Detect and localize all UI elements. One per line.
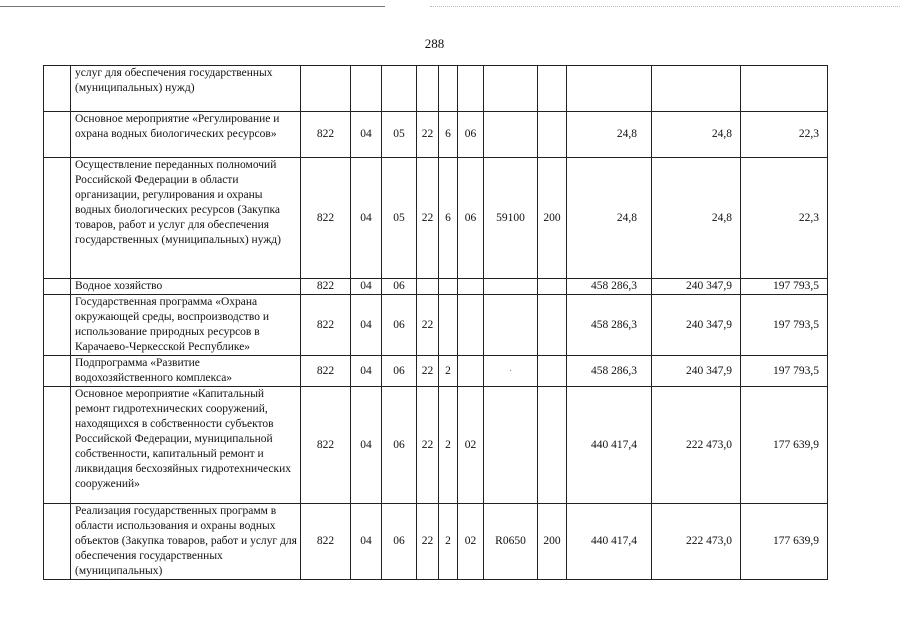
cs-direction (484, 112, 538, 158)
rz-code: 04 (351, 295, 382, 356)
cs-event (458, 295, 484, 356)
cs-direction: 59100 (484, 158, 538, 279)
cs-event: 02 (458, 387, 484, 504)
cs-program: 22 (417, 295, 439, 356)
sum-col-3: 22,3 (741, 158, 828, 279)
sum-col-2: 240 347,9 (652, 295, 741, 356)
table-row (44, 295, 828, 356)
rz-code: 04 (351, 279, 382, 295)
rz-code: 04 (351, 387, 382, 504)
cs-direction (484, 66, 538, 112)
row-index-cell (44, 158, 71, 279)
gr-code: 822 (301, 504, 351, 580)
cs-subprogram (439, 279, 458, 295)
sum-col-3: 22,3 (741, 112, 828, 158)
cs-event (458, 279, 484, 295)
pr-code: 06 (382, 356, 417, 387)
vr-code (538, 387, 567, 504)
pr-code: 06 (382, 295, 417, 356)
cs-program: 22 (417, 504, 439, 580)
cs-direction (484, 279, 538, 295)
sum-col-3: 197 793,5 (741, 279, 828, 295)
table-row (44, 356, 828, 387)
scan-top-dotted-rule (430, 6, 900, 7)
budget-table (43, 65, 828, 580)
sum-col-1: 458 286,3 (567, 295, 652, 356)
cs-subprogram: 2 (439, 504, 458, 580)
sum-col-2: 240 347,9 (652, 279, 741, 295)
row-index-cell (44, 356, 71, 387)
cs-event: 02 (458, 504, 484, 580)
page-number: 288 (424, 36, 445, 51)
table-row (44, 112, 828, 158)
sum-col-1 (567, 66, 652, 112)
rz-code: 04 (351, 112, 382, 158)
cs-program: 22 (417, 112, 439, 158)
sum-col-2: 24,8 (652, 158, 741, 279)
cs-subprogram: 6 (439, 112, 458, 158)
gr-code: 822 (301, 295, 351, 356)
sum-col-3: 177 639,9 (741, 387, 828, 504)
row-index-cell (44, 295, 71, 356)
sum-col-1: 440 417,4 (567, 504, 652, 580)
sum-col-3: 197 793,5 (741, 356, 828, 387)
vr-code (538, 356, 567, 387)
sum-col-2: 240 347,9 (652, 356, 741, 387)
sum-col-2: 24,8 (652, 112, 741, 158)
row-index-cell (44, 66, 71, 112)
row-name: Основное мероприятие «Регулирование и охрана водных биологических ресурсов» (71, 112, 301, 158)
sum-col-1: 458 286,3 (567, 356, 652, 387)
rz-code: 04 (351, 158, 382, 279)
cs-direction: R0650 (484, 504, 538, 580)
cs-subprogram (439, 66, 458, 112)
row-name: Водное хозяйство (71, 279, 301, 295)
vr-code: 200 (538, 158, 567, 279)
row-name: Основное мероприятие «Капитальный ремонт гидротехнических сооружений, находящихся в собственности субъектов Российской Федерации, муниципальной собственности, капитальный ремонт и ликвидация бесхозяйных гидротехнических сооружений» (71, 387, 301, 504)
table-row (44, 279, 828, 295)
cs-subprogram: 2 (439, 356, 458, 387)
cs-subprogram (439, 295, 458, 356)
sum-col-1: 24,8 (567, 112, 652, 158)
pr-code: 06 (382, 279, 417, 295)
sum-col-2: 222 473,0 (652, 504, 741, 580)
rz-code: 04 (351, 504, 382, 580)
row-index-cell (44, 504, 71, 580)
cs-event: 06 (458, 112, 484, 158)
pr-code: 05 (382, 112, 417, 158)
gr-code: 822 (301, 279, 351, 295)
pr-code (382, 66, 417, 112)
sum-col-1: 440 417,4 (567, 387, 652, 504)
cs-program (417, 279, 439, 295)
cs-program: 22 (417, 356, 439, 387)
row-name: Реализация государственных программ в области использования и охраны водных объектов (Закупка товаров, работ и услуг для обеспечения государственных (муниципальных) (71, 504, 301, 580)
sum-col-3: 177 639,9 (741, 504, 828, 580)
row-name: услуг для обеспечения государственных (муниципальных) нужд) (71, 66, 301, 112)
cs-event (458, 66, 484, 112)
table-row (44, 504, 828, 580)
sum-col-2 (652, 66, 741, 112)
cs-event: 06 (458, 158, 484, 279)
cs-direction (484, 295, 538, 356)
cs-program: 22 (417, 158, 439, 279)
sum-col-1: 24,8 (567, 158, 652, 279)
table-row (44, 66, 828, 112)
cs-program (417, 66, 439, 112)
sum-col-3 (741, 66, 828, 112)
cs-subprogram: 6 (439, 158, 458, 279)
table-row (44, 387, 828, 504)
cs-direction (484, 387, 538, 504)
gr-code (301, 66, 351, 112)
vr-code: 200 (538, 504, 567, 580)
pr-code: 06 (382, 387, 417, 504)
vr-code (538, 279, 567, 295)
vr-code (538, 66, 567, 112)
pr-code: 05 (382, 158, 417, 279)
pr-code: 06 (382, 504, 417, 580)
gr-code: 822 (301, 356, 351, 387)
cs-program: 22 (417, 387, 439, 504)
row-name: Подпрограмма «Развитие водохозяйственного комплекса» (71, 356, 301, 387)
cs-subprogram: 2 (439, 387, 458, 504)
gr-code: 822 (301, 158, 351, 279)
gr-code: 822 (301, 112, 351, 158)
row-index-cell (44, 112, 71, 158)
scan-top-rule (0, 6, 385, 7)
cs-event (458, 356, 484, 387)
cs-direction: · (484, 356, 538, 387)
rz-code (351, 66, 382, 112)
sum-col-1: 458 286,3 (567, 279, 652, 295)
gr-code: 822 (301, 387, 351, 504)
row-index-cell (44, 279, 71, 295)
row-name: Осуществление переданных полномочий Российской Федерации в области организации, регулирования и охраны водных биологических ресурсов (Закупка товаров, работ и услуг для обеспечения государственных (муниципальных) нужд) (71, 158, 301, 279)
sum-col-2: 222 473,0 (652, 387, 741, 504)
vr-code (538, 112, 567, 158)
vr-code (538, 295, 567, 356)
table-row (44, 158, 828, 279)
row-name: Государственная программа «Охрана окружающей среды, воспроизводство и использование природных ресурсов в Карачаево-Черкесской Республике» (71, 295, 301, 356)
rz-code: 04 (351, 356, 382, 387)
sum-col-3: 197 793,5 (741, 295, 828, 356)
row-index-cell (44, 387, 71, 504)
